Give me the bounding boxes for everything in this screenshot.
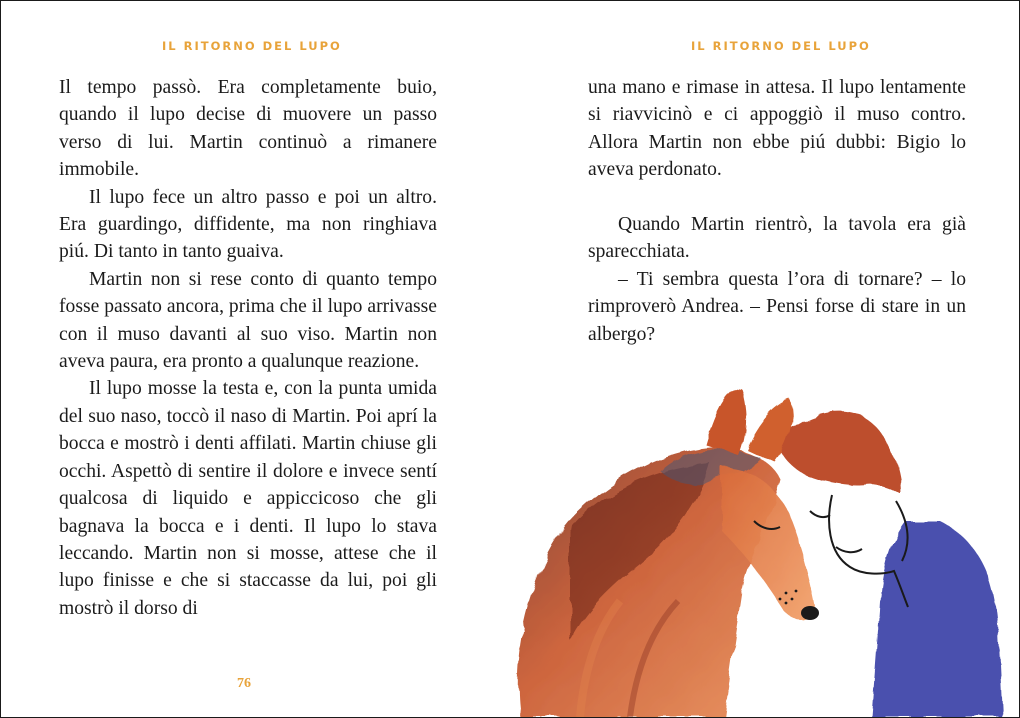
paragraph: – Ti sembra questa l’ora di tornare? – lo rimproverò Andrea. – Pensi forse di stare in un albergo? xyxy=(588,268,966,345)
wolf-and-boy-illustration xyxy=(510,371,1019,717)
body-text-left xyxy=(59,74,437,622)
right-page xyxy=(510,1,1019,717)
paragraph: una mano e rimase in attesa. Il lupo lentamente si riavvicinò e ci appoggiò il muso contro. Allora Martin non ebbe piú dubbi: Bigio lo aveva perdonato. xyxy=(588,77,966,181)
paragraph: Il lupo fece un altro passo e poi un altro. Era guardingo, diffidente, ma non ringhiava piú. Di tanto in tanto guaiva. xyxy=(59,186,437,263)
paragraph: Il lupo mosse la testa e, con la punta umida del suo naso, toccò il naso di Martin. Poi aprí la bocca e mostrò i denti affilati. Martin chiuse gli occhi. Aspettò di sentire il dolore e invece sentí qualcosa di liquido e appiccicoso che gli bagnava la bocca e i denti. Il lupo lo stava leccando. Martin non si mosse, attese che il lupo finisse e che si staccasse da lui, poi gli mostrò il dorso di xyxy=(59,378,437,619)
paragraph: Martin non si rese conto di quanto tempo fosse passato ancora, prima che il lupo arrivasse con il muso davanti al suo viso. Martin non aveva paura, era pronto a qualunque reazione. xyxy=(59,268,437,373)
boy-hair xyxy=(778,411,902,495)
body-text-right xyxy=(588,74,966,348)
wolf-nose xyxy=(801,606,819,620)
left-page xyxy=(1,1,510,717)
page-number: 76 xyxy=(237,676,251,691)
paragraph: Quando Martin rientrò, la tavola era già sparecchiata. xyxy=(588,214,966,263)
paragraph: Il tempo passò. Era completamente buio, quando il lupo decise di muovere un passo verso di lui. Martin continuò a rimanere immobile. xyxy=(59,77,437,181)
running-head-right: IL RITORNO DEL LUPO xyxy=(691,39,871,53)
running-head-left: IL RITORNO DEL LUPO xyxy=(162,39,342,53)
boy-sweater xyxy=(872,521,1002,717)
wolf xyxy=(517,387,819,717)
